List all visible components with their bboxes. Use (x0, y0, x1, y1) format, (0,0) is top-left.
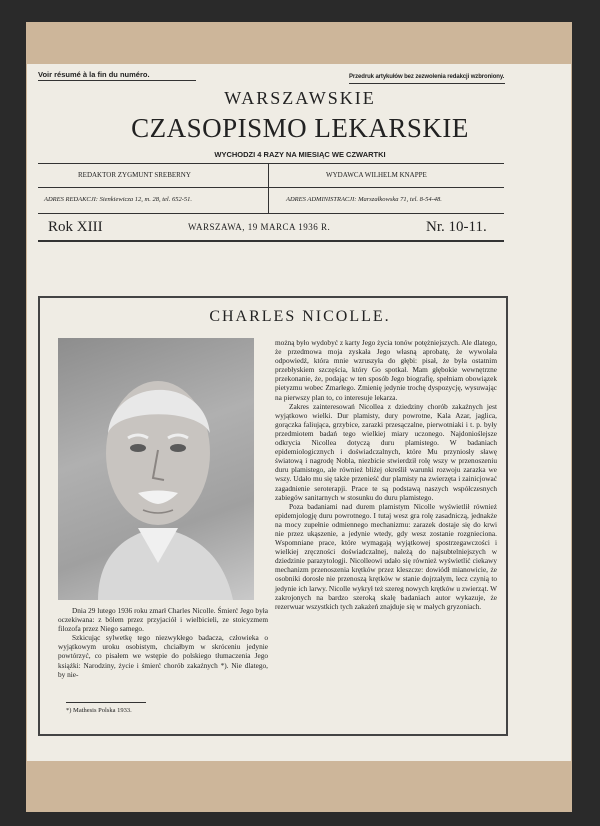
issue-rule (38, 240, 504, 242)
issue-number: Nr. 10-11. (426, 219, 487, 235)
place-date: WARSZAWA, 19 MARCA 1936 R. (188, 222, 331, 232)
editorial-address: ADRES REDAKCJI: Sienkiewicza 12, m. 28, tel. 652-51. (44, 196, 193, 203)
portrait-photo (58, 338, 254, 600)
article-paragraph: możną było wydobyć z karty Jego życia tonów potężniejszych. Ale dlatego, że przedmowa moja zyskała Jego własną aprobatę, że wywołała odpowiedź, która mnie wzruszyła do głębi: pisał, że była ostatnim przebłyskiem szczęścia, który Go spotkał. Mam głębokie wewnętrzne przekonanie, że, podając w ten sposób Jego biografię, spełniam obowiązek pietyzmu wobec Zmarłego. Zmienię jedynie trochę dyspozycję, wysuwając na pierwszy plan to, co interesuje lekarza. (275, 338, 497, 402)
publication-frequency: WYCHODZI 4 RAZY NA MIESIĄC WE CZWARTKI (214, 150, 386, 159)
editor-name: REDAKTOR ZYGMUNT SREBERNY (78, 171, 191, 179)
masthead-rule-divider (268, 163, 269, 213)
masthead-line1: WARSZAWSKIE (224, 88, 376, 108)
article-title: CHARLES NICOLLE. (209, 308, 391, 325)
masthead-rule-top (38, 163, 504, 164)
masthead-line2: CZASOPISMO LEKARSKIE (131, 113, 469, 143)
article-paragraph: Zakres zainteresowań Nicollea z dziedziny chorób zakaźnych jest wyjątkowo wielki. Dur plamisty, dury powrotne, Kala Azar, jaglica, gorączka faliująca, grzybice, zarazki przesączalne, pierwotniaki i t. p. były przedmiotem badań tego wielkiej miary uczonego. Najdonioślejsze odkrycia Nicollea dotyczą duru plamistego. W badaniach epidemiologicznych i doświadczalnych, które Mu przyniosły sławę światową i nagrodę Nobla, niezbicie stwierdził rolę wszy w przenoszeniu duru plamistego, ale również bliżej określił warunki rozwoju zarazka we wszy. Udało mu się także przenieść dur plamisty na zwierzęta i zainicjować zagadnienie seroterapji. Prace te są podstawą naszych współczesnych zabiegów sanitarnych w stosunku do duru plamistego. (275, 401, 497, 502)
portrait-illustration (58, 338, 254, 600)
admin-address: ADRES ADMINISTRACJI: Marszałkowska 71, tel. 8-54-48. (286, 196, 442, 203)
article-right-column (275, 338, 497, 611)
resume-note: Voir résumé à la fin du numéro. (38, 70, 150, 79)
article-paragraph: Poza badaniami nad durem plamistym Nicolle wyświetlił również epidemjologję duru powrotnego. I tutaj wesz gra rolę zasadniczą, jednakże na mocy zupełnie odmiennego mechanizmu: zarazek dostaje się do krwi nie przez ukąszenie, a jedynie wtedy, gdy wesz zostanie rozgnieciona. Wspomniane prace, które wymagają wyjątkowej spostrzegawczości i wielkiej zręczności doświadczalnej, należą do najsubtelniejszych w dziedzinie parazytologji. Nicolleowi udało się również wyświetlić ciekawy mechanizm przenoszenia krętków przez kleszcze: dowiódł mianowicie, że osobniki dorosłe nie przenoszą krętków w stanie dojrzałym, lecz czynią to jedynie ich larwy. Nicolle wykrył też szereg nowych krętków u zwierząt. W zakrojonych na bardzo szeroką skalę badaniach autor wykazuje, że rezerwuar wszystkich tych zakażeń znajduje się w małych gryzoniach. (275, 501, 497, 611)
footnote: *) Mathesis Polska 1933. (66, 707, 132, 714)
article-paragraph: Dnia 29 lutego 1936 roku zmarł Charles Nicolle. Śmierć Jego była oczekiwana: z bólem przez przyjaciół i wielbicieli, ze stoicyzmem filozofa przez Niego samego. (58, 606, 268, 634)
publisher-name: WYDAWCA WILHELM KNAPPE (326, 171, 427, 179)
reprint-notice: Przedruk artykułów bez zezwolenia redakcji wzbroniony. (349, 74, 505, 80)
volume-label: Rok XIII (48, 219, 103, 235)
masthead-rule-mid (38, 187, 504, 188)
masthead-rule-bottom (38, 213, 504, 214)
article-left-column (58, 606, 268, 679)
resume-note-underline (38, 80, 196, 81)
reprint-notice-underline (349, 83, 505, 84)
footnote-rule (66, 702, 146, 703)
article-paragraph: Szkicując sylwetkę tego niezwykłego badacza, człowieka o wyjątkowym uroku osobistym, chciałbym w skróceniu jedynie powtórzyć, co pisałem we wstępie do polskiego tłumaczenia Jego książki: Narodziny, życie i śmierć chorób zakaźnych *). Nie dlatego, by nie- (58, 633, 268, 679)
